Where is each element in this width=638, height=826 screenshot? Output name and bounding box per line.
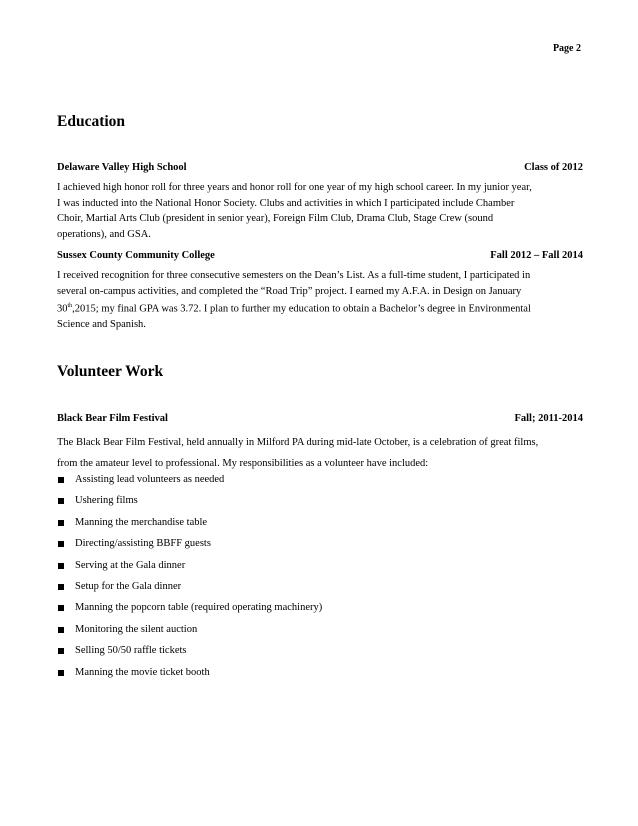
text-line: The Black Bear Film Festival, held annually in Milford PA during mid-late October, is a celebration of great films,: [57, 437, 539, 448]
square-bullet-icon: [58, 670, 64, 676]
list-item: Manning the movie ticket booth: [57, 667, 583, 688]
square-bullet-icon: [58, 605, 64, 611]
school-date: Class of 2012: [524, 162, 583, 173]
education-entry-header: [57, 250, 583, 261]
square-bullet-icon: [58, 584, 64, 590]
education-description: [57, 180, 583, 242]
text-line: from the amateur level to professional. My responsibilities as a volunteer have included:: [57, 458, 429, 469]
text-line: I achieved high honor roll for three years and honor roll for one year of my high school career. In my junior year,: [57, 182, 532, 193]
text-line: Science and Spanish.: [57, 319, 146, 330]
volunteer-date: Fall; 2011-2014: [514, 413, 583, 424]
school-name: Delaware Valley High School: [57, 162, 187, 173]
text-line: operations), and GSA.: [57, 228, 151, 240]
square-bullet-icon: [58, 477, 64, 483]
text-line: I was inducted into the National Honor Society. Clubs and activities in which I participated include Chamber: [57, 197, 515, 209]
school-name: Sussex County Community College: [57, 250, 215, 261]
square-bullet-icon: [58, 627, 64, 633]
text-line: several on-campus activities, and completed the “Road Trip” project. I earned my A.F.A. in Design on January: [57, 285, 522, 297]
list-item: Manning the popcorn table (required operating machinery): [57, 602, 583, 623]
list-item: Selling 50/50 raffle tickets: [57, 645, 583, 666]
volunteer-heading: Volunteer Work: [57, 363, 164, 380]
square-bullet-icon: [58, 648, 64, 654]
education-heading: Education: [57, 113, 126, 130]
organization-name: Black Bear Film Festival: [57, 413, 168, 424]
list-item: Ushering films: [57, 495, 583, 516]
list-item: Monitoring the silent auction: [57, 624, 583, 645]
square-bullet-icon: [58, 498, 64, 504]
page-number: Page 2: [552, 43, 581, 54]
responsibility-list: [57, 474, 583, 688]
list-item: Manning the merchandise table: [57, 517, 583, 538]
volunteer-entry-header: [57, 413, 583, 424]
square-bullet-icon: [58, 563, 64, 569]
list-item: Assisting lead volunteers as needed: [57, 474, 583, 495]
square-bullet-icon: [58, 520, 64, 526]
list-item: Directing/assisting BBFF guests: [57, 538, 583, 559]
list-item: Setup for the Gala dinner: [57, 581, 583, 602]
square-bullet-icon: [58, 541, 64, 547]
list-item: Serving at the Gala dinner: [57, 560, 583, 581]
text-line: 30th,2015; my final GPA was 3.72. I plan to further my education to obtain a Bachelor’s degree in Environmental: [57, 303, 531, 315]
education-entry-header: [57, 162, 583, 173]
text-line: I received recognition for three consecutive semesters on the Dean’s List. As a full-time student, I participated in: [57, 270, 531, 281]
text-line: Choir, Martial Arts Club (president in senior year), Foreign Film Club, Drama Club, Stage Crew (sound: [57, 213, 494, 224]
school-date: Fall 2012 – Fall 2014: [490, 250, 583, 261]
education-description: [57, 268, 583, 333]
volunteer-description: [57, 432, 583, 474]
